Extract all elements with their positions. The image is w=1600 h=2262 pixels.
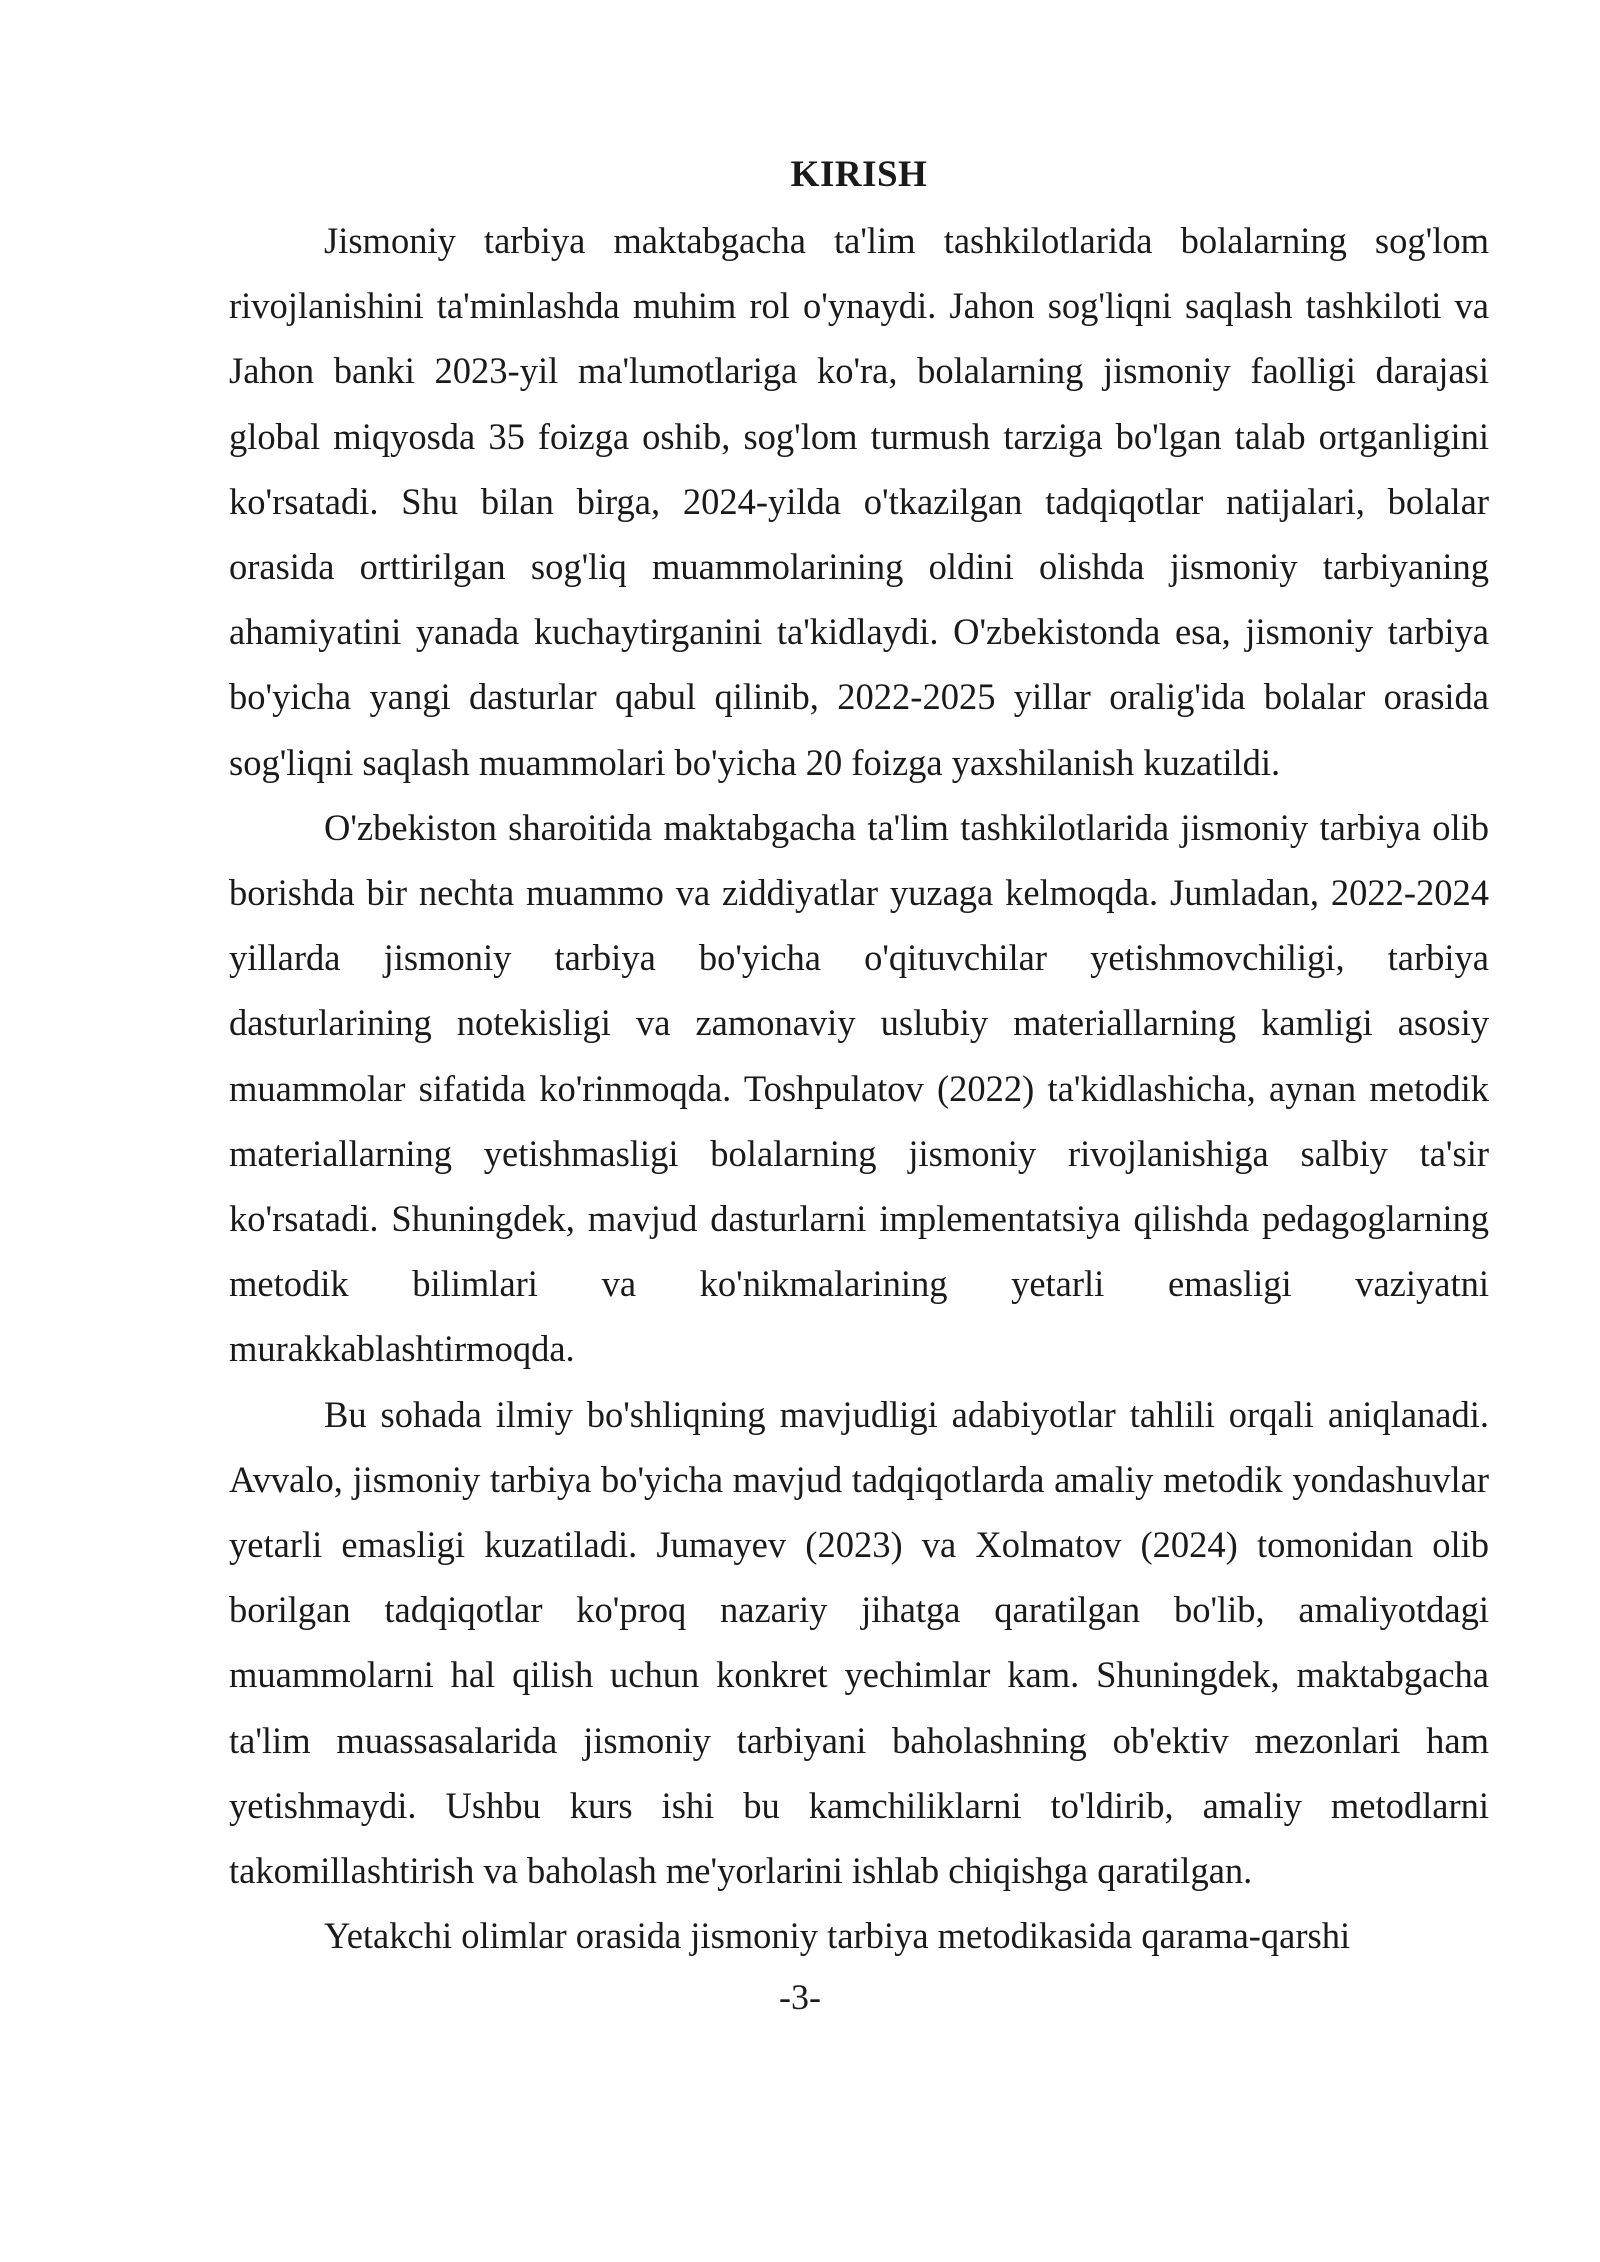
page-number: -3- <box>779 1977 821 2017</box>
page-content <box>229 150 1489 1968</box>
paragraph-3: Bu sohada ilmiy bo'shliqning mavjudligi adabiyotlar tahlili orqali aniqlanadi. Avvalo, jismoniy tarbiya bo'yicha mavjud tadqiqotlarda amaliy metodik yondashuvlar yetarli emasligi kuzatiladi. Jumayev (2023) va Xolmatov (2024) tomonidan olib borilgan tadqiqotlar ko'proq nazariy jihatga qaratilgan bo'lib, amaliyotdagi muammolarni hal qilish uchun konkret yechimlar kam. Shuningdek, maktabgacha ta'lim muassasalarida jismoniy tarbiyani baholashning ob'ektiv mezonlari ham yetishmaydi. Ushbu kurs ishi bu kamchiliklarni to'ldirib, amaliy metodlarni takomillashtirish va baholash me'yorlarini ishlab chiqishga qaratilgan. <box>229 1393 1489 1892</box>
paragraph-2: O'zbekiston sharoitida maktabgacha ta'lim tashkilotlarida jismoniy tarbiya olib borishda bir nechta muammo va ziddiyatlar yuzaga kelmoqda. Jumladan, 2022-2024 yillarda jismoniy tarbiya bo'yicha o'qituvchilar yetishmovchiligi, tarbiya dasturlarining notekisligi va zamonaviy uslubiy materiallarning kamligi asosiy muammolar sifatida ko'rinmoqda. Toshpulatov (2022) ta'kidlashicha, aynan metodik materiallarning yetishmasligi bolalarning jismoniy rivojlanishiga salbiy ta'sir ko'rsatadi. Shuningdek, mavjud dasturlarni implementatsiya qilishda pedagoglarning metodik bilimlari va ko'nikmalarining yetarli emasligi vaziyatni murakkablashtirmoqda. <box>229 806 1489 1370</box>
paragraph-4: Yetakchi olimlar orasida jismoniy tarbiya metodikasida qarama-qarshi <box>324 1915 1351 1957</box>
paragraph-1: Jismoniy tarbiya maktabgacha ta'lim tashkilotlarida bolalarning sog'lom rivojlanishini ta'minlashda muhim rol o'ynaydi. Jahon sog'liqni saqlash tashkiloti va Jahon banki 2023-yil ma'lumotlariga ko'ra, bolalarning jismoniy faolligi darajasi global miqyosda 35 foizga oshib, sog'lom turmush tarziga bo'lgan talab ortganligini ko'rsatadi. Shu bilan birga, 2024-yilda o'tkazilgan tadqiqotlar natijalari, bolalar orasida orttirilgan sog'liq muammolarining oldini olishda jismoniy tarbiyaning ahamiyatini yanada kuchaytirganini ta'kidlaydi. O'zbekistonda esa, jismoniy tarbiya bo'yicha yangi dasturlar qabul qilinib, 2022-2025 yillar oralig'ida bolalar orasida sog'liqni saqlash muammolari bo'yicha 20 foizga yaxshilanish kuzatildi. <box>229 220 1489 783</box>
section-title: KIRISH <box>790 154 928 195</box>
